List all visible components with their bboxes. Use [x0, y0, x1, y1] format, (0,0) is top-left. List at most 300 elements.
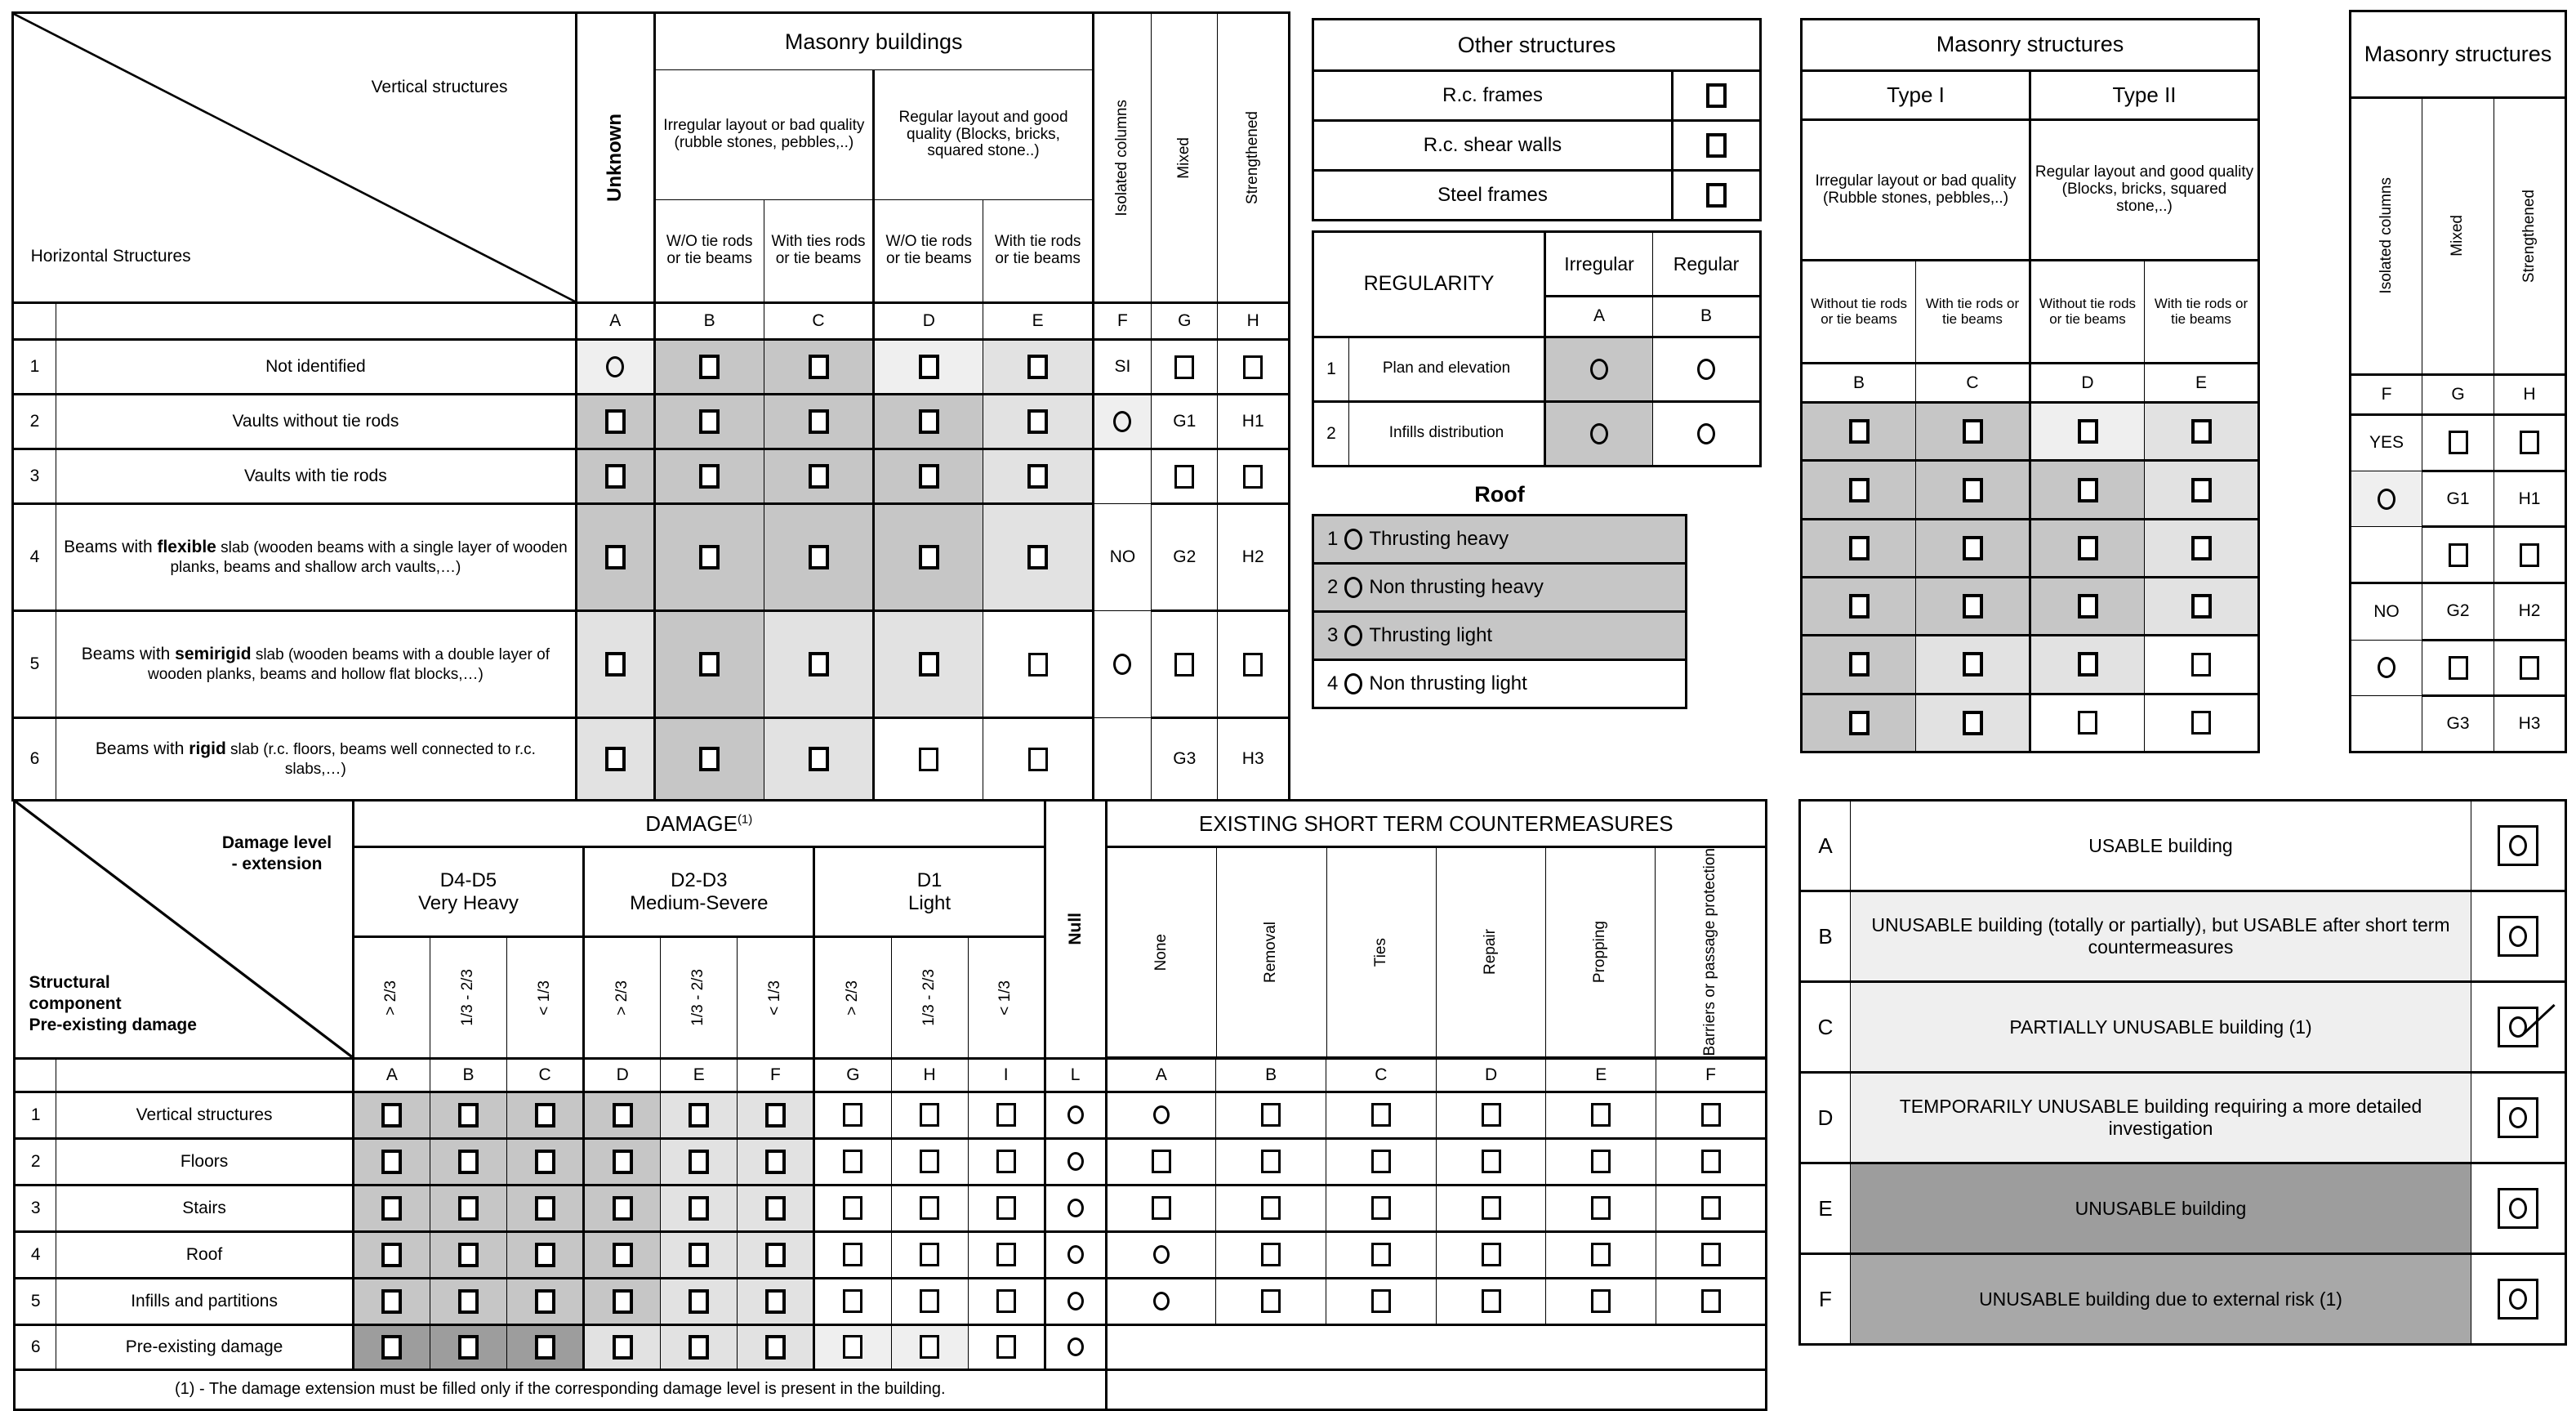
cell-plan-regular[interactable]	[1653, 337, 1761, 401]
cm-1B[interactable]	[1216, 1092, 1326, 1138]
cell-1D[interactable]	[874, 340, 983, 395]
usability-label-E: UNUSABLE building	[1851, 1163, 2471, 1254]
checkbox-icon	[2449, 656, 2468, 680]
cell-6A[interactable]	[576, 718, 654, 801]
dmg-1E[interactable]	[661, 1092, 738, 1138]
cm-2C[interactable]	[1326, 1138, 1436, 1185]
cell-1B[interactable]	[654, 340, 764, 395]
usability-marker-E[interactable]	[2471, 1163, 2566, 1254]
dmg-2F[interactable]	[738, 1138, 814, 1185]
cell-3G[interactable]	[1152, 449, 1218, 504]
row-label: Roof	[56, 1231, 354, 1278]
dmg-4F[interactable]	[738, 1231, 814, 1278]
cell-plan-irregular[interactable]	[1545, 337, 1653, 401]
cell-4C[interactable]	[764, 504, 873, 611]
cm-5F[interactable]	[1656, 1278, 1767, 1324]
cell-5E[interactable]	[983, 611, 1093, 718]
cm-5A[interactable]	[1106, 1278, 1216, 1324]
dmg-4I[interactable]	[968, 1231, 1045, 1278]
cm-header-none: None	[1108, 848, 1217, 1056]
checkbox-icon	[689, 1103, 709, 1127]
checkbox-icon	[919, 409, 939, 434]
radio-box-icon	[2498, 1188, 2538, 1229]
checkbox-icon	[1261, 1289, 1281, 1313]
cm-4A[interactable]	[1106, 1231, 1216, 1278]
cell-6D[interactable]	[874, 718, 983, 801]
usability-marker-D[interactable]	[2471, 1073, 2566, 1163]
checkbox-icon	[2191, 478, 2212, 502]
usability-letter-F: F	[1800, 1254, 1851, 1345]
cell-G2-box[interactable]	[2422, 527, 2494, 583]
checkbox-icon	[1963, 478, 1983, 502]
checkbox-icon	[1243, 355, 1263, 379]
ext-i: < 1/3	[968, 937, 1045, 1058]
letters-row	[15, 1058, 1767, 1092]
col-letter-B: B	[1653, 297, 1761, 337]
cell-5H[interactable]	[1218, 611, 1290, 718]
checkbox-icon	[920, 1103, 939, 1127]
cell-3A[interactable]	[576, 449, 654, 504]
dmg-5A[interactable]	[353, 1278, 430, 1324]
checkbox-icon	[1027, 355, 1048, 379]
cell-5D[interactable]	[874, 611, 983, 718]
table-row	[1802, 461, 2259, 519]
dmg-6I[interactable]	[968, 1324, 1045, 1369]
checkbox-icon	[1963, 419, 1983, 444]
damage-corner-cell	[15, 801, 354, 1059]
radio-icon	[1153, 1292, 1170, 1311]
cm-4F[interactable]	[1656, 1231, 1767, 1278]
cm-2F[interactable]	[1656, 1138, 1767, 1185]
cell-F-circle-1[interactable]	[2351, 471, 2422, 527]
dmg-6E[interactable]	[661, 1324, 738, 1369]
cm-4B[interactable]	[1216, 1231, 1326, 1278]
col-letter-H: H	[2494, 374, 2566, 414]
ms-cell-2C[interactable]	[1916, 461, 2030, 519]
dmg-5F[interactable]	[738, 1278, 814, 1324]
cell-3H[interactable]	[1218, 449, 1290, 504]
ms-cell-2E[interactable]	[2145, 461, 2259, 519]
dmg-6H[interactable]	[891, 1324, 968, 1369]
cell-6B[interactable]	[654, 718, 764, 801]
cell-1A[interactable]	[576, 340, 654, 395]
ms-cell-4D[interactable]	[2030, 578, 2145, 636]
ms-cell-5C[interactable]	[1916, 636, 2030, 694]
cell-5B[interactable]	[654, 611, 764, 718]
checkbox-icon	[689, 1335, 709, 1360]
table-row[interactable]	[1313, 612, 1687, 660]
col-letter-D: D	[2030, 364, 2145, 403]
row-num: 4	[15, 1231, 56, 1278]
ms-cell-6C[interactable]	[1916, 694, 2030, 752]
cm-2A[interactable]	[1106, 1138, 1216, 1185]
cell-H1-box[interactable]	[2494, 414, 2566, 471]
table-row	[1800, 1254, 2566, 1345]
checkbox-icon	[2520, 656, 2539, 680]
dmg-1A[interactable]	[353, 1092, 430, 1138]
dmg-6F[interactable]	[738, 1324, 814, 1369]
cm-2B[interactable]	[1216, 1138, 1326, 1185]
cm-3D[interactable]	[1436, 1185, 1546, 1231]
table-row	[2351, 695, 2566, 752]
checkbox-icon	[1174, 355, 1194, 379]
dmg-5C[interactable]	[507, 1278, 584, 1324]
dmg-3F[interactable]	[738, 1185, 814, 1231]
dmg-letter-D: D	[584, 1058, 661, 1092]
dmg-2H[interactable]	[891, 1138, 968, 1185]
radio-box-slashed-icon	[2498, 1007, 2538, 1047]
dmg-6C[interactable]	[507, 1324, 584, 1369]
row-num: 5	[13, 611, 56, 718]
cell-rc-frames[interactable]	[1673, 71, 1761, 121]
dmg-3B[interactable]	[430, 1185, 506, 1231]
dmg-2C[interactable]	[507, 1138, 584, 1185]
checkbox-icon	[689, 1150, 709, 1174]
masonry-buildings-panel	[11, 11, 1290, 778]
cell-2D[interactable]	[874, 395, 983, 449]
dmg-2A[interactable]	[353, 1138, 430, 1185]
dmg-3I[interactable]	[968, 1185, 1045, 1231]
cell-1H[interactable]	[1218, 340, 1290, 395]
cell-4E[interactable]	[983, 504, 1093, 611]
cell-1C[interactable]	[764, 340, 873, 395]
row-label: Beams with flexible slab (wooden beams with a single layer of wooden planks, beams and shallow arch vaults,…)	[56, 504, 576, 611]
checkbox-icon	[1371, 1196, 1391, 1220]
ms-cell-5B[interactable]	[1802, 636, 1916, 694]
cell-steel-frames[interactable]	[1673, 171, 1761, 221]
damage-group-d2d3: D2-D3 Medium-Severe	[584, 847, 814, 937]
usability-letter-D: D	[1800, 1073, 1851, 1163]
dmg-4A[interactable]	[353, 1231, 430, 1278]
checkbox-icon	[605, 747, 626, 771]
cell-G3-box[interactable]	[2422, 640, 2494, 695]
table-row	[1800, 1073, 2566, 1163]
cell-4B[interactable]	[654, 504, 764, 611]
usability-label-B: UNUSABLE building (totally or partially), but USABLE after short term countermeasures	[1851, 891, 2471, 982]
checkbox-icon	[699, 355, 720, 379]
subheader-c: W/O tie rods or tie beams	[874, 200, 983, 303]
damage-level-label: Damage level - extension	[221, 833, 332, 873]
dmg-5L[interactable]	[1045, 1278, 1106, 1324]
ms-cell-3E[interactable]	[2145, 519, 2259, 577]
dmg-1G[interactable]	[814, 1092, 891, 1138]
cm-4C[interactable]	[1326, 1231, 1436, 1278]
ms-cell-5D[interactable]	[2030, 636, 2145, 694]
cell-6C[interactable]	[764, 718, 873, 801]
dmg-6G[interactable]	[814, 1324, 891, 1369]
ms-cell-6D[interactable]	[2030, 694, 2145, 752]
damage-table	[13, 799, 1767, 1411]
checkbox-icon	[1963, 711, 1983, 735]
dmg-4B[interactable]	[430, 1231, 506, 1278]
ms-cell-4B[interactable]	[1802, 578, 1916, 636]
dmg-1C[interactable]	[507, 1092, 584, 1138]
dmg-4C[interactable]	[507, 1231, 584, 1278]
checkbox-icon	[613, 1196, 633, 1221]
dmg-6A[interactable]	[353, 1324, 430, 1369]
cell-1G[interactable]	[1152, 340, 1218, 395]
cell-H3-box[interactable]	[2494, 640, 2566, 695]
table-row	[13, 504, 1290, 611]
roof-option-4[interactable]: 4 Non thrusting light	[1313, 660, 1687, 708]
table-row	[15, 1324, 1767, 1369]
dmg-5B[interactable]	[430, 1278, 506, 1324]
table-row	[1800, 1163, 2566, 1254]
dmg-5I[interactable]	[968, 1278, 1045, 1324]
cm-1F[interactable]	[1656, 1092, 1767, 1138]
col-letter-A: A	[576, 303, 654, 340]
ms-cell-6B[interactable]	[1802, 694, 1916, 752]
dmg-2E[interactable]	[661, 1138, 738, 1185]
cm-4E[interactable]	[1546, 1231, 1656, 1278]
cm-5E[interactable]	[1546, 1278, 1656, 1324]
dmg-3H[interactable]	[891, 1185, 968, 1231]
table-row	[1800, 982, 2566, 1073]
radio-icon	[1113, 654, 1131, 675]
checkbox-icon	[689, 1289, 709, 1314]
dmg-5H[interactable]	[891, 1278, 968, 1324]
ms-cell-1E[interactable]	[2145, 403, 2259, 461]
checkbox-icon	[919, 464, 939, 489]
cell-infills-irregular[interactable]	[1545, 401, 1653, 466]
checkbox-icon	[605, 464, 626, 489]
table-row	[1313, 401, 1761, 466]
cell-5G[interactable]	[1152, 611, 1218, 718]
dmg-3L[interactable]	[1045, 1185, 1106, 1231]
cell-2A[interactable]	[576, 395, 654, 449]
checkbox-icon	[2520, 543, 2539, 567]
cm-header-barriers: Barriers or passage protection	[1656, 848, 1765, 1056]
cm-1C[interactable]	[1326, 1092, 1436, 1138]
col-letter-E: E	[2145, 364, 2259, 403]
ext-c: < 1/3	[507, 937, 584, 1058]
usability-marker-B[interactable]	[2471, 891, 2566, 982]
dmg-1L[interactable]	[1045, 1092, 1106, 1138]
cell-5F[interactable]	[1093, 611, 1151, 718]
dmg-1D[interactable]	[584, 1092, 661, 1138]
other-structures-title: Other structures	[1313, 20, 1761, 71]
ms-cell-3B[interactable]	[1802, 519, 1916, 577]
table-row[interactable]	[1313, 660, 1687, 708]
cell-2G: G1	[1152, 395, 1218, 449]
ms-cell-1B[interactable]	[1802, 403, 1916, 461]
col-letter-C: C	[1916, 364, 2030, 403]
dmg-2D[interactable]	[584, 1138, 661, 1185]
checkbox-icon	[1243, 653, 1263, 676]
cell-F-circle-2[interactable]	[2351, 640, 2422, 695]
radio-box-icon	[2498, 1097, 2538, 1138]
cell-H2-box[interactable]	[2494, 527, 2566, 583]
ms-cell-4E[interactable]	[2145, 578, 2259, 636]
dmg-4E[interactable]	[661, 1231, 738, 1278]
row-num: 3	[13, 449, 56, 504]
dmg-5G[interactable]	[814, 1278, 891, 1324]
cell-6E[interactable]	[983, 718, 1093, 801]
cell-3C[interactable]	[764, 449, 873, 504]
dmg-3A[interactable]	[353, 1185, 430, 1231]
cm-3E[interactable]	[1546, 1185, 1656, 1231]
row-label: Vaults with tie rods	[56, 449, 576, 504]
checkbox-icon	[996, 1150, 1016, 1173]
dmg-1I[interactable]	[968, 1092, 1045, 1138]
table-row	[15, 1185, 1767, 1231]
cell-3F	[1093, 449, 1151, 504]
ms-cell-6E[interactable]	[2145, 694, 2259, 752]
cell-infills-regular[interactable]	[1653, 401, 1761, 466]
type-2-description: Regular layout and good quality (Blocks, bricks, squared stone,..)	[2030, 120, 2259, 260]
checkbox-icon	[689, 1196, 709, 1221]
subheader-c: With tie rods or tie beams	[1916, 260, 2030, 364]
cm-3A[interactable]	[1106, 1185, 1216, 1231]
dmg-4D[interactable]	[584, 1231, 661, 1278]
checkbox-icon	[613, 1103, 633, 1127]
dmg-3E[interactable]	[661, 1185, 738, 1231]
cm-1A[interactable]	[1106, 1092, 1216, 1138]
dmg-4G[interactable]	[814, 1231, 891, 1278]
dmg-6D[interactable]	[584, 1324, 661, 1369]
row-label: Steel frames	[1313, 171, 1673, 221]
checkbox-icon	[699, 409, 720, 434]
cell-1E[interactable]	[983, 340, 1093, 395]
checkbox-icon	[535, 1196, 555, 1221]
ms-cell-2B[interactable]	[1802, 461, 1916, 519]
cm-2E[interactable]	[1546, 1138, 1656, 1185]
cell-5A[interactable]	[576, 611, 654, 718]
row-num: 2	[15, 1138, 56, 1185]
cell-H1: H1	[2494, 471, 2566, 527]
cm-4D[interactable]	[1436, 1231, 1546, 1278]
col-letter-E: E	[983, 303, 1093, 340]
cm-5D[interactable]	[1436, 1278, 1546, 1324]
row-label: Vertical structures	[56, 1092, 354, 1138]
cm-letter-A: A	[1106, 1058, 1216, 1092]
checkbox-icon	[1027, 409, 1048, 434]
dmg-2B[interactable]	[430, 1138, 506, 1185]
checkbox-icon	[843, 1243, 862, 1266]
dmg-4H[interactable]	[891, 1231, 968, 1278]
row-num: 6	[13, 718, 56, 801]
dmg-4L[interactable]	[1045, 1231, 1106, 1278]
table-row	[2351, 527, 2566, 583]
row-label: R.c. frames	[1313, 71, 1673, 121]
cell-2E[interactable]	[983, 395, 1093, 449]
dmg-3C[interactable]	[507, 1185, 584, 1231]
dmg-1H[interactable]	[891, 1092, 968, 1138]
cell-F-yes: YES	[2351, 414, 2422, 471]
checkbox-icon	[699, 545, 720, 569]
checkbox-icon	[1591, 1289, 1611, 1313]
dmg-2L[interactable]	[1045, 1138, 1106, 1185]
checkbox-icon	[613, 1150, 633, 1174]
table-row	[1800, 801, 2566, 891]
cm-1D[interactable]	[1436, 1092, 1546, 1138]
cm-3C[interactable]	[1326, 1185, 1436, 1231]
dmg-6B[interactable]	[430, 1324, 506, 1369]
cell-5C[interactable]	[764, 611, 873, 718]
dmg-3D[interactable]	[584, 1185, 661, 1231]
dmg-2G[interactable]	[814, 1138, 891, 1185]
cell-2B[interactable]	[654, 395, 764, 449]
vertical-structures-label: Vertical structures	[371, 78, 508, 97]
cm-2D[interactable]	[1436, 1138, 1546, 1185]
ms-cell-3C[interactable]	[1916, 519, 2030, 577]
header-irregular: Irregular	[1545, 232, 1653, 297]
row-label: Vaults without tie rods	[56, 395, 576, 449]
cm-letter-F: F	[1656, 1058, 1767, 1092]
dmg-5E[interactable]	[661, 1278, 738, 1324]
ms-cell-5E[interactable]	[2145, 636, 2259, 694]
usability-marker-A[interactable]	[2471, 801, 2566, 891]
roof-option-1[interactable]: 1 Thrusting heavy	[1313, 516, 1687, 564]
ms-cell-1D[interactable]	[2030, 403, 2145, 461]
cm-3F[interactable]	[1656, 1185, 1767, 1231]
cell-4D[interactable]	[874, 504, 983, 611]
cell-3E[interactable]	[983, 449, 1093, 504]
cm-5C[interactable]	[1326, 1278, 1436, 1324]
ms-cell-1C[interactable]	[1916, 403, 2030, 461]
masonry-buildings-title: Masonry buildings	[654, 13, 1093, 70]
ms-cell-3D[interactable]	[2030, 519, 2145, 577]
dmg-1F[interactable]	[738, 1092, 814, 1138]
checkbox-icon	[535, 1243, 555, 1267]
cm-letter-E: E	[1546, 1058, 1656, 1092]
roof-option-3[interactable]: 3 Thrusting light	[1313, 612, 1687, 660]
col-letter-F: F	[2351, 374, 2422, 414]
cell-rc-shear-walls[interactable]	[1673, 121, 1761, 171]
radio-icon	[1067, 1337, 1084, 1356]
subheader-b: With ties rods or tie beams	[764, 200, 873, 303]
usability-marker-F[interactable]	[2471, 1254, 2566, 1345]
dmg-2I[interactable]	[968, 1138, 1045, 1185]
usability-letter-C: C	[1800, 982, 1851, 1073]
checkbox-icon	[1261, 1196, 1281, 1220]
dmg-3G[interactable]	[814, 1185, 891, 1231]
cell-G1-box[interactable]	[2422, 414, 2494, 471]
table-row	[15, 1278, 1767, 1324]
ms-cell-4C[interactable]	[1916, 578, 2030, 636]
checkbox-icon	[2449, 543, 2468, 567]
cell-2F[interactable]	[1093, 395, 1151, 449]
ms-cell-2D[interactable]	[2030, 461, 2145, 519]
checkbox-icon	[843, 1103, 862, 1127]
cm-3B[interactable]	[1216, 1185, 1326, 1231]
col-letter-C: C	[764, 303, 873, 340]
checkbox-icon	[1849, 536, 1870, 560]
table-row[interactable]	[1313, 564, 1687, 612]
dmg-5D[interactable]	[584, 1278, 661, 1324]
cell-4A[interactable]	[576, 504, 654, 611]
table-row[interactable]	[1313, 516, 1687, 564]
checkbox-icon	[458, 1196, 479, 1221]
dmg-1B[interactable]	[430, 1092, 506, 1138]
dmg-6L[interactable]	[1045, 1324, 1106, 1369]
checkbox-icon	[1261, 1103, 1281, 1127]
cell-3B[interactable]	[654, 449, 764, 504]
cell-2C[interactable]	[764, 395, 873, 449]
cm-1E[interactable]	[1546, 1092, 1656, 1138]
cm-5B[interactable]	[1216, 1278, 1326, 1324]
usability-marker-C[interactable]	[2471, 982, 2566, 1073]
dmg-letter-L: L	[1045, 1058, 1106, 1092]
usability-letter-E: E	[1800, 1163, 1851, 1254]
regularity-table	[1312, 230, 1762, 467]
roof-option-2[interactable]: 2 Non thrusting heavy	[1313, 564, 1687, 612]
cell-6H: H3	[1218, 718, 1290, 801]
checkbox-icon	[535, 1150, 555, 1174]
dmg-letter-A: A	[353, 1058, 430, 1092]
radio-box-icon	[2498, 916, 2538, 957]
cell-3D[interactable]	[874, 449, 983, 504]
